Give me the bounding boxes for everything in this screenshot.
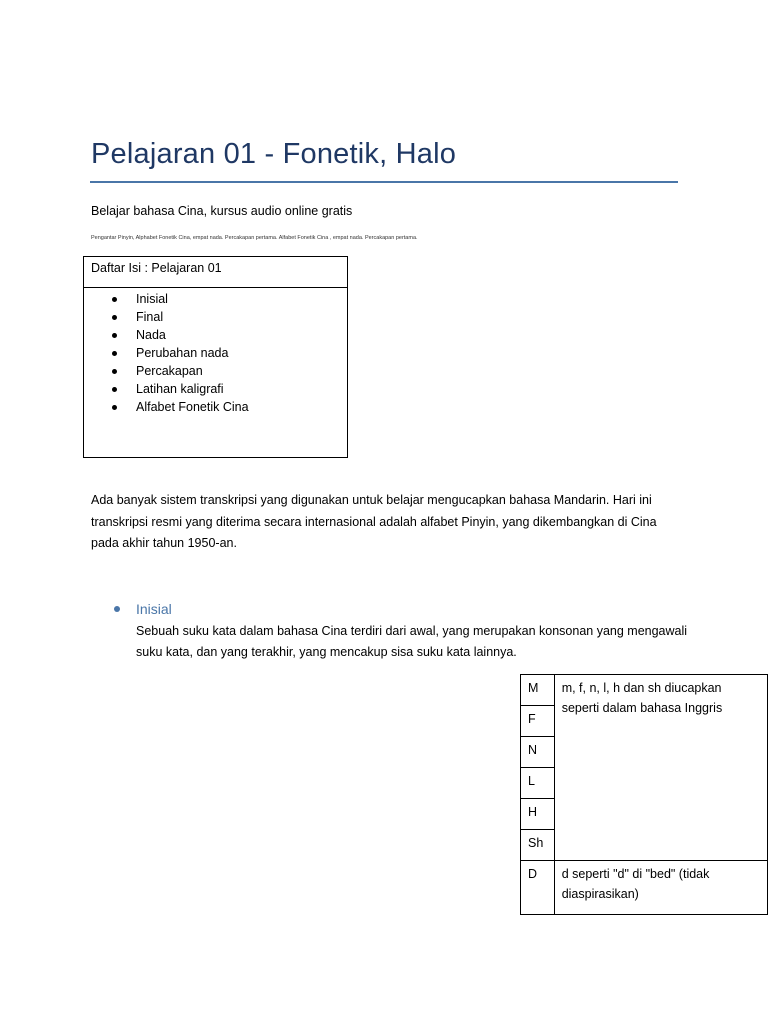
toc-item-label: Alfabet Fonetik Cina: [136, 400, 249, 414]
tagline: Pengantar Pinyin, Alphabet Fonetik Cina, empat nada. Percakapan pertama. Alfabet Fonetik Cina , empat nada. Percakapan pertama.: [91, 235, 418, 241]
bullet-icon: [112, 297, 117, 302]
letter-cell: F: [521, 706, 555, 737]
letter-cell: D: [521, 861, 555, 915]
toc-item-label: Perubahan nada: [136, 346, 229, 360]
letter-cell: M: [521, 675, 555, 706]
section-body: Sebuah suku kata dalam bahasa Cina terdiri dari awal, yang merupakan konsonan yang mengawali suku kata, dan yang terakhir, yang mencakup sisa suku kata lainnya.: [136, 624, 688, 659]
section-heading-inisial: Inisial: [136, 601, 172, 617]
toc-list: [84, 288, 347, 416]
letter-cell: Sh: [521, 830, 555, 861]
toc-title: Daftar Isi : Pelajaran 01: [84, 257, 347, 288]
table-row: [521, 861, 768, 915]
bullet-icon: [112, 333, 117, 338]
letter-cell: N: [521, 737, 555, 768]
toc-item-nada[interactable]: [84, 326, 347, 344]
toc-item-label: Latihan kaligrafi: [136, 382, 224, 396]
toc-item-percakapan[interactable]: [84, 362, 347, 380]
table-of-contents: [83, 256, 348, 458]
toc-item-alfabet-fonetik[interactable]: [84, 398, 347, 416]
page-title: Pelajaran 01 - Fonetik, Halo: [91, 138, 457, 170]
table-row: [521, 675, 768, 706]
intro-paragraph: Ada banyak sistem transkripsi yang digunakan untuk belajar mengucapkan bahasa Mandarin. Hari ini transkripsi resmi yang diterima secara internasional adalah alfabet Pinyin, yang dikembangkan di Cina pada akhir tahun 1950-an.: [91, 493, 657, 550]
subtitle: Belajar bahasa Cina, kursus audio online gratis: [91, 204, 353, 218]
title-underline: [90, 181, 678, 183]
toc-item-label: Final: [136, 310, 164, 324]
description-cell: m, f, n, l, h dan sh diucapkan seperti dalam bahasa Inggris: [554, 675, 767, 861]
toc-item-latihan-kaligrafi[interactable]: [84, 380, 347, 398]
toc-item-label: Inisial: [136, 292, 168, 306]
bullet-icon: [112, 315, 117, 320]
toc-item-label: Percakapan: [136, 364, 203, 378]
bullet-icon: [112, 387, 117, 392]
section-bullet-icon: [114, 606, 120, 612]
toc-item-inisial[interactable]: [84, 290, 347, 308]
toc-item-perubahan-nada[interactable]: [84, 344, 347, 362]
bullet-icon: [112, 405, 117, 410]
phonetics-table: [520, 674, 768, 915]
bullet-icon: [112, 351, 117, 356]
toc-item-final[interactable]: [84, 308, 347, 326]
toc-item-label: Nada: [136, 328, 166, 342]
bullet-icon: [112, 369, 117, 374]
letter-cell: H: [521, 799, 555, 830]
letter-cell: L: [521, 768, 555, 799]
description-cell: d seperti "d" di "bed" (tidak diaspirasikan): [554, 861, 767, 915]
